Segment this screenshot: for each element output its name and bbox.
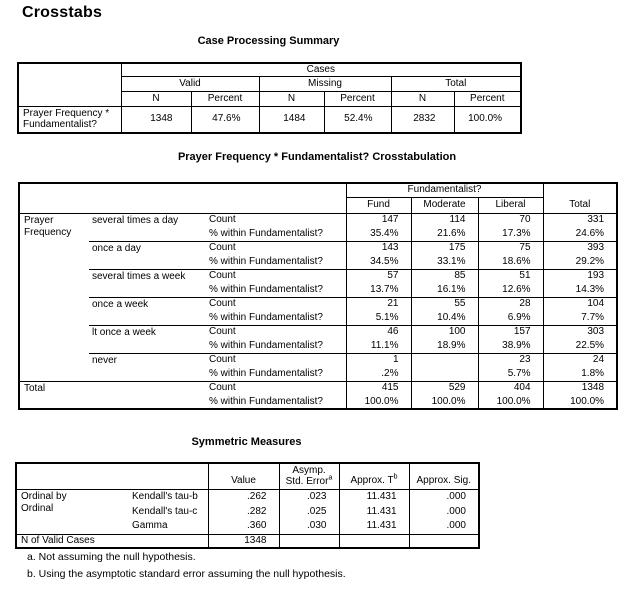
- sm-value-header: Value: [208, 463, 279, 489]
- ct-pct-cell: 38.9%: [478, 339, 543, 353]
- ct-pct-cell: 12.6%: [478, 283, 543, 297]
- ct-pct-label: % within Fundamentalist?: [209, 311, 323, 323]
- ct-count-cell: 331: [543, 213, 617, 227]
- ct-pct-label: % within Fundamentalist?: [209, 395, 323, 407]
- ct-total-count-cell: 529: [411, 381, 478, 395]
- sm-measure-label: Kendall's tau-b: [132, 490, 198, 502]
- case-processing-table: [17, 62, 522, 134]
- ct-row-group-line1: Prayer: [24, 214, 54, 226]
- ct-total-pct-cell: 100.0%: [478, 395, 543, 409]
- sm-approx-sig-header: Approx. Sig.: [409, 463, 479, 489]
- cps-total-n-header: N: [391, 92, 454, 107]
- ct-pct-label: % within Fundamentalist?: [209, 339, 323, 351]
- ct-pct-cell: 5.1%: [346, 311, 411, 325]
- ct-total-pct-cell: 100.0%: [543, 395, 617, 409]
- sm-group-label: [16, 489, 129, 534]
- cps-missing-pct-header: Percent: [324, 92, 391, 107]
- ct-pct-cell: [411, 367, 478, 381]
- ct-row-label: never: [89, 353, 206, 381]
- sm-approx-t-cell: 11.431: [339, 504, 409, 519]
- ct-count-cell: 23: [478, 353, 543, 367]
- cps-row-label-line2: Fundamentalist?: [23, 119, 97, 131]
- ct-count-cell: 157: [478, 325, 543, 339]
- sm-value-cell: .360: [208, 519, 279, 534]
- ct-pct-cell: 24.6%: [543, 227, 617, 241]
- ct-pct-cell: 16.1%: [411, 283, 478, 297]
- ct-total-count-cell: 1348: [543, 381, 617, 395]
- ct-pct-cell: 18.9%: [411, 339, 478, 353]
- ct-count-cell: 85: [411, 269, 478, 283]
- ct-pct-label: % within Fundamentalist?: [209, 255, 323, 267]
- ct-count-cell: 393: [543, 241, 617, 255]
- ct-count-label: Count: [206, 353, 346, 367]
- sm-stderror-header: [279, 463, 339, 489]
- cps-valid-header: Valid: [121, 77, 259, 92]
- cps-valid-n: 1348: [150, 113, 173, 125]
- sm-value-cell: .282: [208, 504, 279, 519]
- ct-row-label: once a week: [89, 297, 206, 325]
- ct-pct-cell: 18.6%: [478, 255, 543, 269]
- cps-missing-n-header: N: [259, 92, 324, 107]
- sm-n-valid-value: 1348: [208, 534, 279, 548]
- cps-missing-n: 1484: [259, 107, 324, 133]
- ct-count-cell: 143: [346, 241, 411, 255]
- ct-count-label: Count: [206, 325, 346, 339]
- ct-pct-cell: 33.1%: [411, 255, 478, 269]
- ct-stub-header: [19, 183, 346, 213]
- sm-stderror-line2: Std. Error$^a$: [285, 474, 333, 487]
- cps-valid-pct: 47.6%: [191, 107, 259, 133]
- ct-count-cell: 175: [411, 241, 478, 255]
- ct-count-cell: 21: [346, 297, 411, 311]
- sm-empty-cell: [279, 534, 339, 548]
- ct-pct-cell: 10.4%: [411, 311, 478, 325]
- ct-pct-cell: 34.5%: [346, 255, 411, 269]
- ct-row-label: lt once a week: [89, 325, 206, 353]
- ct-count-cell: 303: [543, 325, 617, 339]
- sm-n-valid-label: N of Valid Cases: [16, 534, 208, 548]
- ct-pct-cell: 14.3%: [543, 283, 617, 297]
- cps-total-pct-header: Percent: [454, 92, 521, 107]
- ct-row-label: several times a day: [92, 214, 179, 226]
- ct-pct-cell: 29.2%: [543, 255, 617, 269]
- sm-measure-label: Gamma: [132, 520, 168, 532]
- sm-value-cell: .262: [208, 489, 279, 504]
- ct-col-fund: Fund: [346, 197, 411, 213]
- ct-count-cell: 57: [346, 269, 411, 283]
- ct-pct-label: % within Fundamentalist?: [209, 367, 323, 379]
- sm-group-line2: Ordinal: [21, 502, 54, 514]
- footnote-a: a. Not assuming the null hypothesis.: [27, 551, 196, 563]
- sm-empty-cell: [409, 534, 479, 548]
- sm-approx-t-cell: 11.431: [339, 519, 409, 534]
- sm-empty-cell: [339, 534, 409, 548]
- symmetric-measures-title: Symmetric Measures: [191, 436, 302, 448]
- ct-col-moderate: Moderate: [411, 197, 478, 213]
- ct-pct-label: % within Fundamentalist?: [209, 227, 323, 239]
- symmetric-measures-table: [15, 462, 480, 549]
- crosstab-title: Prayer Frequency * Fundamentalist? Crosstabulation: [177, 151, 457, 163]
- ct-pct-cell: 22.5%: [543, 339, 617, 353]
- ct-count-cell: 193: [543, 269, 617, 283]
- ct-count-cell: 147: [346, 213, 411, 227]
- ct-row-group-line2: Frequency: [24, 226, 72, 238]
- ct-count-cell: 51: [478, 269, 543, 283]
- ct-col-liberal: Liberal: [478, 197, 543, 213]
- cps-row-label-line1: Prayer Frequency *: [23, 108, 110, 120]
- ct-count-label: Count: [209, 214, 236, 226]
- ct-pct-cell: 35.4%: [346, 227, 411, 241]
- ct-pct-cell: 13.7%: [346, 283, 411, 297]
- ct-count-cell: 28: [478, 297, 543, 311]
- cps-stub-header: [18, 63, 121, 107]
- ct-count-cell: 104: [543, 297, 617, 311]
- ct-pct-cell: .2%: [346, 367, 411, 381]
- sm-stub-header: [16, 463, 208, 489]
- cps-total-n: 2832: [391, 107, 454, 133]
- cps-valid-pct-header: Percent: [191, 92, 259, 107]
- ct-pct-cell: 11.1%: [346, 339, 411, 353]
- sm-approx-t-header: Approx. $T^b$: [339, 463, 409, 489]
- cps-missing-header: Missing: [259, 77, 391, 92]
- ct-total-row-label: Total: [19, 381, 206, 409]
- ct-count-cell: [411, 353, 478, 367]
- ct-fundamentalist-header: Fundamentalist?: [346, 183, 543, 197]
- ct-pct-cell: 7.7%: [543, 311, 617, 325]
- sm-group-line1: Ordinal by: [21, 490, 67, 502]
- sm-stderror-cell: .025: [279, 504, 339, 519]
- ct-pct-cell: 17.3%: [478, 227, 543, 241]
- cps-valid-n-header: N: [121, 92, 191, 107]
- sm-stderror-line1: Asymp.: [292, 464, 326, 476]
- ct-count-cell: 24: [543, 353, 617, 367]
- ct-count-cell: 75: [478, 241, 543, 255]
- ct-count-label: Count: [206, 381, 346, 395]
- cps-row-label: [18, 107, 121, 133]
- cps-total-header: Total: [391, 77, 521, 92]
- ct-row-label: several times a week: [89, 269, 206, 297]
- cps-total-pct: 100.0%: [454, 107, 521, 133]
- ct-count-label: Count: [206, 269, 346, 283]
- footnote-b: b. Using the asymptotic standard error assuming the null hypothesis.: [27, 568, 346, 580]
- output-heading: Crosstabs: [22, 4, 103, 21]
- sm-stderror-cell: .030: [279, 519, 339, 534]
- ct-total-count-cell: 404: [478, 381, 543, 395]
- ct-count-cell: 114: [411, 213, 478, 227]
- ct-row-label: once a day: [89, 241, 206, 269]
- ct-count-cell: 100: [411, 325, 478, 339]
- ct-count-cell: 55: [411, 297, 478, 311]
- ct-row-group-label: [19, 213, 89, 381]
- ct-count-label: Count: [206, 297, 346, 311]
- ct-count-cell: 46: [346, 325, 411, 339]
- case-processing-title: Case Processing Summary: [197, 35, 340, 47]
- cps-cases-header: Cases: [121, 63, 521, 77]
- ct-total-pct-cell: 100.0%: [346, 395, 411, 409]
- ct-count-cell: 1: [346, 353, 411, 367]
- ct-total-col-header: Total: [543, 183, 617, 213]
- sm-approx-sig-cell: .000: [409, 504, 479, 519]
- sm-measure-label: Kendall's tau-c: [132, 505, 198, 517]
- ct-count-label: Count: [206, 241, 346, 255]
- ct-pct-cell: 6.9%: [478, 311, 543, 325]
- ct-pct-cell: 21.6%: [411, 227, 478, 241]
- crosstab-table: [18, 182, 618, 410]
- ct-total-count-cell: 415: [346, 381, 411, 395]
- ct-count-cell: 70: [478, 213, 543, 227]
- sm-approx-sig-cell: .000: [409, 519, 479, 534]
- cps-missing-pct: 52.4%: [324, 107, 391, 133]
- ct-pct-label: % within Fundamentalist?: [209, 283, 323, 295]
- footnote-marker-b: b: [393, 473, 398, 481]
- ct-pct-cell: 1.8%: [543, 367, 617, 381]
- ct-pct-cell: 5.7%: [478, 367, 543, 381]
- sm-approx-t-cell: 11.431: [339, 489, 409, 504]
- sm-stderror-cell: .023: [279, 489, 339, 504]
- footnote-marker-a: a: [328, 474, 333, 482]
- sm-approx-sig-cell: .000: [409, 489, 479, 504]
- ct-total-pct-cell: 100.0%: [411, 395, 478, 409]
